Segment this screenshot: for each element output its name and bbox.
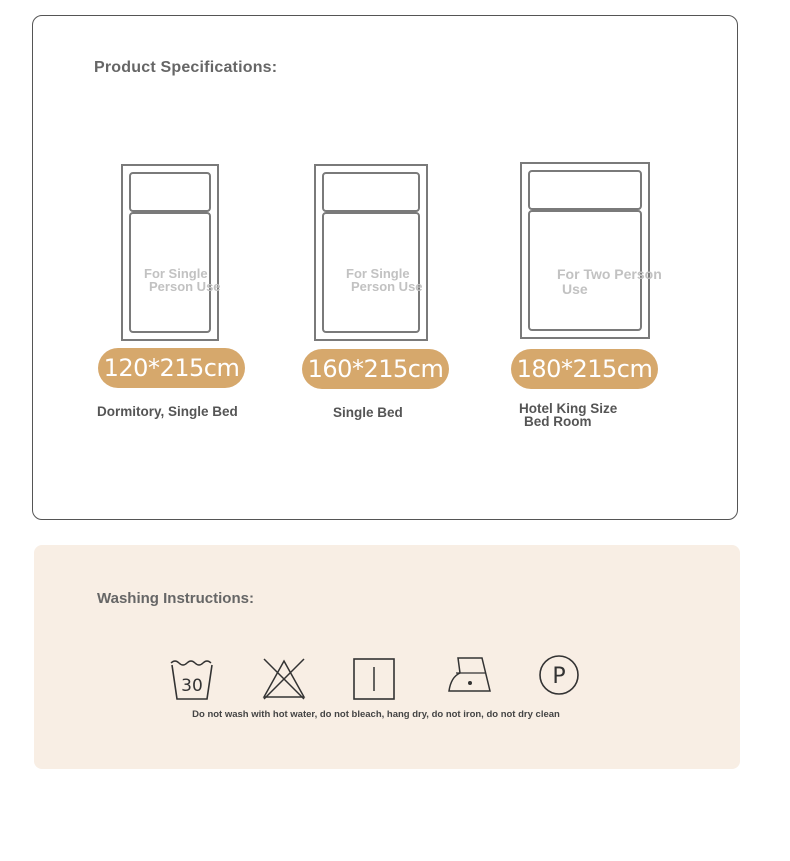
pillow-shape (129, 172, 211, 212)
size-badge: 160*215cm (302, 349, 449, 389)
bed-diagram-single-medium (314, 164, 428, 341)
wash-30-icon (168, 655, 216, 703)
bed-usage-text: For Single Person Use (346, 266, 423, 294)
bed-diagram-single-small (121, 164, 219, 341)
hang-dry-icon (352, 657, 398, 703)
washing-instructions-card (34, 545, 740, 769)
bed-usage-text: For Two Person Use (557, 266, 662, 297)
wash-temperature-text: 30 (181, 676, 203, 696)
pillow-shape (528, 170, 642, 210)
pillow-shape (322, 172, 420, 212)
size-badge: 120*215cm (98, 348, 245, 388)
dry-clean-p-icon (537, 653, 581, 697)
washing-note: Do not wash with hot water, do not bleach, hang dry, do not iron, do not dry clean (192, 709, 560, 720)
iron-icon (446, 655, 496, 695)
bed-type-label: Dormitory, Single Bed (97, 404, 238, 419)
bed-type-label: Single Bed (333, 405, 403, 420)
washing-title: Washing Instructions: (97, 590, 254, 607)
bed-diagram-king (520, 162, 650, 339)
product-specifications-card (32, 15, 738, 520)
size-badge: 180*215cm (511, 349, 658, 389)
dry-clean-letter: P (552, 664, 566, 689)
bed-type-label: Hotel King Size Bed Room (519, 401, 618, 429)
spec-title: Product Specifications: (94, 59, 278, 76)
bed-usage-text: For Single Person Use (144, 266, 221, 294)
do-not-bleach-icon (260, 655, 308, 701)
